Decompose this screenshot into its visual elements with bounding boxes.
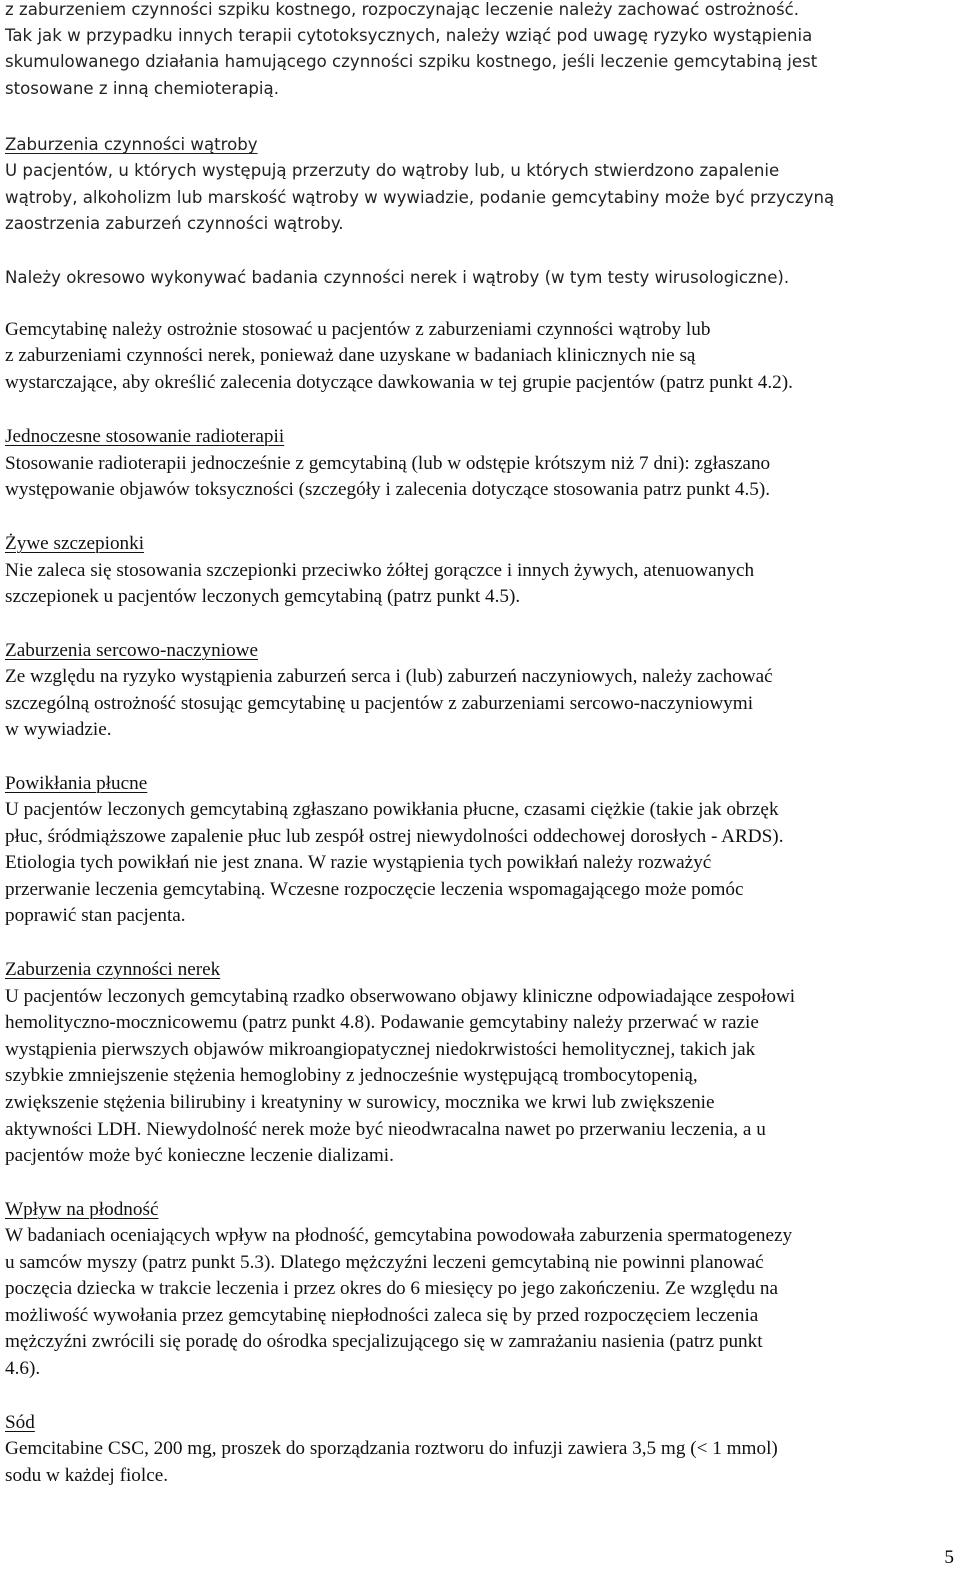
intro-line: stosowane z inną chemioterapią.	[5, 79, 279, 98]
pulmonary-line: Etiologia tych powikłań nie jest znana. W razie wystąpienia tych powikłań należy rozważyć	[5, 852, 712, 873]
fertility-heading: Wpływ na płodność	[5, 1199, 159, 1220]
radiotherapy-line: Stosowanie radioterapii jednocześnie z gemcytabiną (lub w odstępie krótszym niż 7 dni): zgłaszano	[5, 453, 771, 474]
cardio-line: w wywiadzie.	[5, 719, 112, 740]
renal-line: zwiększenie stężenia bilirubiny i kreatyniny w surowicy, mocznika we krwi lub zwiększenie	[5, 1092, 715, 1113]
intro-line: z zaburzeniem czynności szpiku kostnego, rozpoczynając leczenie należy zachować ostrożność.	[5, 0, 800, 19]
fertility-line: u samców myszy (patrz punkt 5.3). Dlatego mężczyźni leczeni gemcytabiną nie powinni planować	[5, 1252, 764, 1273]
renal-heading: Zaburzenia czynności nerek	[5, 959, 221, 980]
sodium-heading: Sód	[5, 1412, 35, 1433]
cardio-line: szczególną ostrożność stosując gemcytabinę u pacjentów z zaburzeniami sercowo-naczyniowymi	[5, 693, 754, 714]
liver-line: U pacjentów, u których występują przerzuty do wątroby lub, u których stwierdzono zapalenie	[5, 161, 780, 180]
liver-line: zaostrzenia zaburzeń czynności wątroby.	[5, 214, 344, 233]
pulmonary-line: przerwanie leczenia gemcytabiną. Wczesne rozpoczęcie leczenia wspomagającego może pomóc	[5, 879, 744, 900]
vaccines-line: szczepionek u pacjentów leczonych gemcytabiną (patrz punkt 4.5).	[5, 586, 521, 607]
renal-line: hemolityczno-mocznicowemu (patrz punkt 4.8). Podawanie gemcytabiny należy przerwać w razie	[5, 1012, 759, 1033]
pulmonary-line: poprawić stan pacjenta.	[5, 905, 186, 926]
fertility-line: poczęcia dziecka w trakcie leczenia i przez okres do 6 miesięcy po jego zakończeniu. Ze względu na	[5, 1278, 778, 1299]
vaccines-heading: Żywe szczepionki	[5, 533, 145, 554]
fertility-line: 4.6).	[5, 1358, 41, 1379]
caution-line: z zaburzeniami czynności nerek, ponieważ dane uzyskane w badaniach klinicznych nie są	[5, 345, 696, 366]
renal-line: pacjentów może być konieczne leczenie dializami.	[5, 1145, 394, 1166]
fertility-line: W badaniach oceniających wpływ na płodność, gemcytabina powodowała zaburzenia spermatogenezy	[5, 1225, 793, 1246]
fertility-line: możliwość wywołania przez gemcytabinę niepłodności zaleca się by przed rozpoczęciem leczenia	[5, 1305, 759, 1326]
sodium-line: Gemcitabine CSC, 200 mg, proszek do sporządzania roztworu do infuzji zawiera 3,5 mg (< 1 mmol)	[5, 1438, 778, 1459]
intro-line: skumulowanego działania hamującego czynności szpiku kostnego, jeśli leczenie gemcytabiną jest	[5, 52, 818, 71]
liver-heading: Zaburzenia czynności wątroby	[5, 135, 258, 154]
radiotherapy-line: występowanie objawów toksyczności (szczegóły i zalecenia dotyczące stosowania patrz punkt 4.5).	[5, 479, 771, 500]
fertility-line: mężczyźni zwrócili się poradę do ośrodka specjalizującego się w zamrażaniu nasienia (patrz punkt	[5, 1331, 763, 1352]
radiotherapy-heading: Jednoczesne stosowanie radioterapii	[5, 426, 285, 447]
renal-line: U pacjentów leczonych gemcytabiną rzadko obserwowano objawy kliniczne odpowiadające zespołowi	[5, 986, 796, 1007]
sodium-line: sodu w każdej fiolce.	[5, 1465, 169, 1486]
cardio-heading: Zaburzenia sercowo-naczyniowe	[5, 640, 259, 661]
caution-line: Gemcytabinę należy ostrożnie stosować u pacjentów z zaburzeniami czynności wątroby lub	[5, 319, 711, 340]
monitoring-line: Należy okresowo wykonywać badania czynności nerek i wątroby (w tym testy wirusologiczne).	[5, 268, 790, 287]
renal-line: szybkie zmniejszenie stężenia hemoglobiny z jednocześnie występującą trombocytopenią,	[5, 1065, 698, 1086]
pulmonary-heading: Powikłania płucne	[5, 773, 148, 794]
renal-line: wystąpienia pierwszych objawów mikroangiopatycznej niedokrwistości hemolitycznej, takich jak	[5, 1039, 756, 1060]
intro-line: Tak jak w przypadku innych terapii cytotoksycznych, należy wziąć pod uwagę ryzyko wystąpienia	[5, 26, 813, 45]
liver-line: wątroby, alkoholizm lub marskość wątroby w wywiadzie, podanie gemcytabiny może być przyczyną	[5, 188, 835, 207]
pulmonary-line: U pacjentów leczonych gemcytabiną zgłaszano powikłania płucne, czasami ciężkie (takie jak obrzęk	[5, 799, 779, 820]
vaccines-line: Nie zaleca się stosowania szczepionki przeciwko żółtej gorączce i innych żywych, atenuowanych	[5, 560, 755, 581]
cardio-line: Ze względu na ryzyko wystąpienia zaburzeń serca i (lub) zaburzeń naczyniowych, należy zachować	[5, 666, 773, 687]
page-number: 5	[944, 1547, 954, 1568]
renal-line: aktywności LDH. Niewydolność nerek może być nieodwracalna nawet po przerwaniu leczenia, a u	[5, 1119, 766, 1140]
pulmonary-line: płuc, śródmiąższowe zapalenie płuc lub zespół ostrej niewydolności oddechowej dorosłych - ARDS).	[5, 826, 784, 847]
caution-line: wystarczające, aby określić zalecenia dotyczące dawkowania w tej grupie pacjentów (patrz punkt 4.2).	[5, 372, 793, 393]
